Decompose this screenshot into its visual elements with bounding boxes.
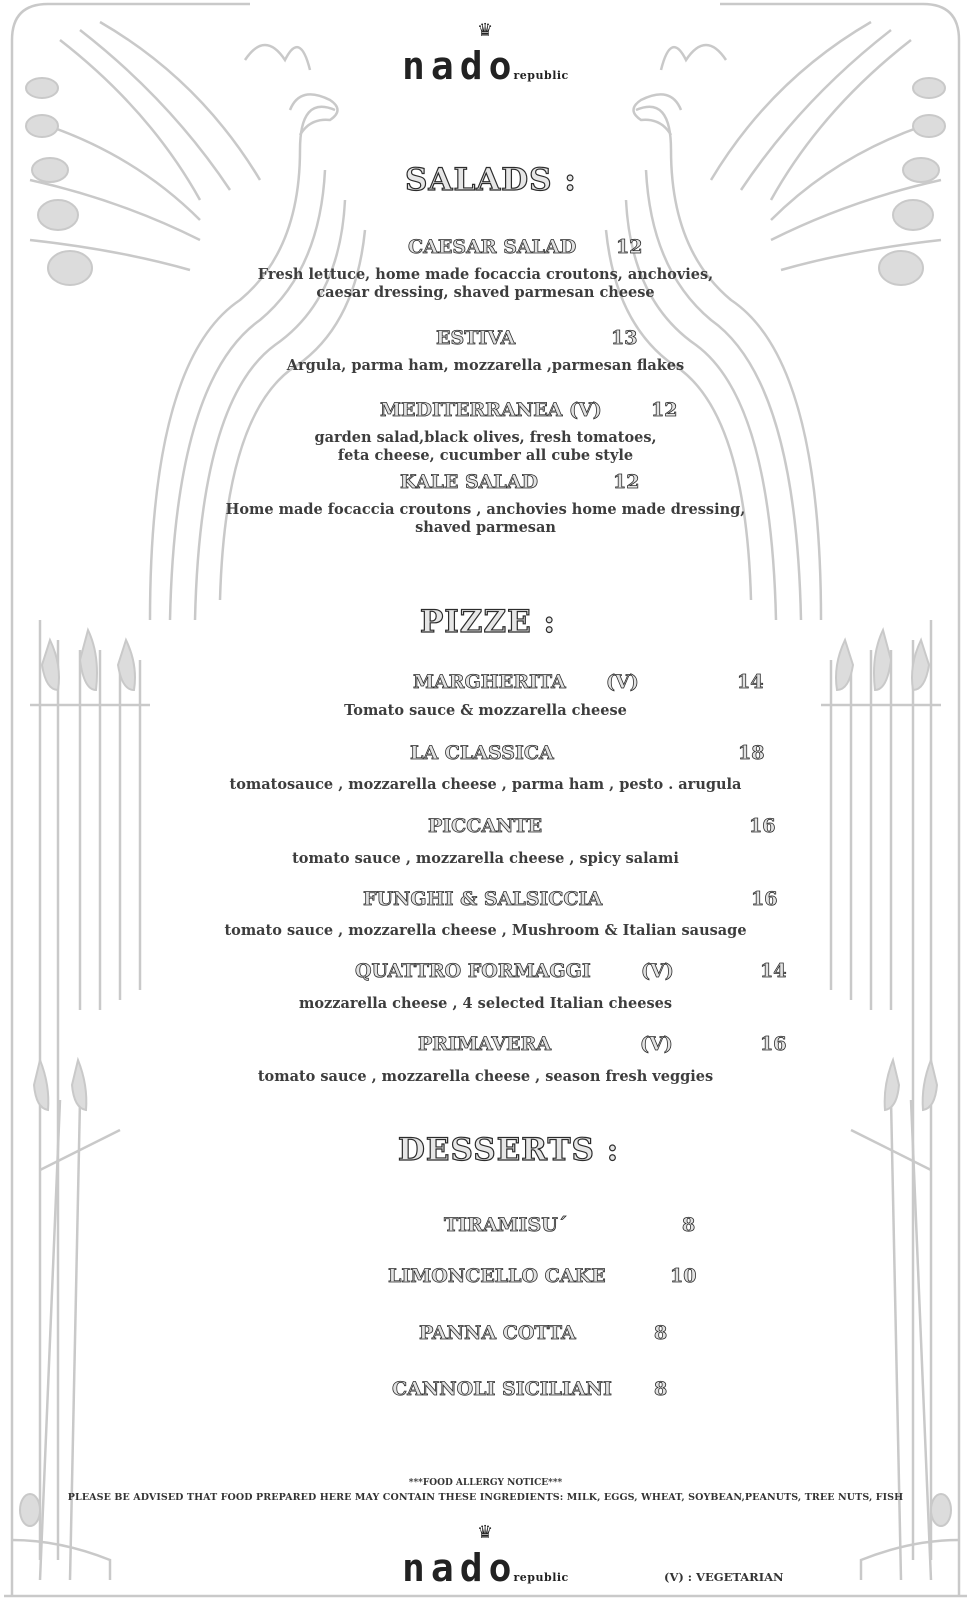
item-description: Home made focaccia croutons , anchovies home made dressing, bbox=[225, 501, 746, 518]
item-name: TIRAMISU´ bbox=[444, 1214, 568, 1236]
item-price: 14 bbox=[760, 960, 787, 982]
crown-icon: ♛ bbox=[477, 1522, 494, 1543]
item-description: tomatosauce , mozzarella cheese , parma ham , pesto . arugula bbox=[229, 776, 742, 793]
section-title-salads: SALADS : bbox=[405, 162, 577, 198]
item-price: 18 bbox=[738, 742, 765, 764]
item-name: LIMONCELLO CAKE bbox=[388, 1265, 606, 1287]
item-price: 12 bbox=[616, 236, 643, 258]
brand-name: nado bbox=[402, 44, 518, 88]
item-price: 8 bbox=[654, 1322, 668, 1344]
item-name: MARGHERITA bbox=[413, 671, 566, 693]
item-description: Fresh lettuce, home made focaccia croutons, anchovies, bbox=[257, 266, 714, 283]
vegetarian-mark: (V) bbox=[641, 960, 674, 982]
item-price: 8 bbox=[682, 1214, 696, 1236]
brand-name: nado bbox=[402, 1546, 518, 1590]
item-description: tomato sauce , mozzarella cheese , spicy salami bbox=[292, 850, 679, 867]
item-price: 8 bbox=[654, 1378, 668, 1400]
item-price: 13 bbox=[611, 327, 638, 349]
item-name: PRIMAVERA bbox=[418, 1033, 552, 1055]
item-name: MEDITERRANEA (V) bbox=[380, 399, 602, 421]
item-name: FUNGHI & SALSICCIA bbox=[363, 888, 603, 910]
vegetarian-mark: (V) bbox=[606, 671, 639, 693]
item-description: shaved parmesan bbox=[415, 519, 556, 536]
section-title-pizze: PIZZE : bbox=[420, 604, 556, 640]
item-name: PICCANTE bbox=[428, 815, 543, 837]
item-name: QUATTRO FORMAGGI bbox=[355, 960, 591, 982]
item-description: tomato sauce , mozzarella cheese , Mushroom & Italian sausage bbox=[224, 922, 747, 939]
item-price: 16 bbox=[749, 815, 776, 837]
brand-suffix: republic bbox=[513, 69, 569, 82]
item-price: 16 bbox=[751, 888, 778, 910]
item-name: CANNOLI SICILIANI bbox=[392, 1378, 612, 1400]
allergy-notice-text: PLEASE BE ADVISED THAT FOOD PREPARED HERE MAY CONTAIN THESE INGREDIENTS: MILK, EGGS, WHEAT, SOYBEAN,PEANUTS, TREE NUTS, FISH bbox=[67, 1492, 904, 1503]
crown-icon: ♛ bbox=[477, 20, 494, 41]
item-price: 10 bbox=[670, 1265, 697, 1287]
item-description: feta cheese, cucumber all cube style bbox=[337, 447, 634, 464]
vegetarian-mark: (V) bbox=[640, 1033, 673, 1055]
item-description: Argula, parma ham, mozzarella ,parmesan flakes bbox=[286, 357, 685, 374]
section-title-desserts: DESSERTS : bbox=[398, 1132, 620, 1168]
allergy-notice-title: ***FOOD ALLERGY NOTICE*** bbox=[408, 1478, 563, 1488]
item-name: LA CLASSICA bbox=[410, 742, 554, 764]
item-price: 14 bbox=[737, 671, 764, 693]
item-name: KALE SALAD bbox=[400, 471, 538, 493]
item-price: 16 bbox=[760, 1033, 787, 1055]
item-price: 12 bbox=[651, 399, 678, 421]
item-price: 12 bbox=[613, 471, 640, 493]
item-description: Tomato sauce & mozzarella cheese bbox=[344, 702, 627, 719]
brand-suffix: republic bbox=[513, 1571, 569, 1584]
item-description: caesar dressing, shaved parmesan cheese bbox=[316, 284, 655, 301]
vegetarian-legend: (V) : VEGETARIAN bbox=[664, 1570, 784, 1584]
item-description: mozzarella cheese , 4 selected Italian cheeses bbox=[298, 995, 672, 1012]
item-description: tomato sauce , mozzarella cheese , season fresh veggies bbox=[257, 1068, 714, 1085]
brand-logo-bottom bbox=[402, 1546, 569, 1590]
item-name: PANNA COTTA bbox=[419, 1322, 576, 1344]
item-name: CAESAR SALAD bbox=[408, 236, 577, 258]
item-description: garden salad,black olives, fresh tomatoes, bbox=[314, 429, 657, 446]
item-name: ESTIVA bbox=[436, 327, 516, 349]
brand-logo-top bbox=[402, 44, 569, 88]
